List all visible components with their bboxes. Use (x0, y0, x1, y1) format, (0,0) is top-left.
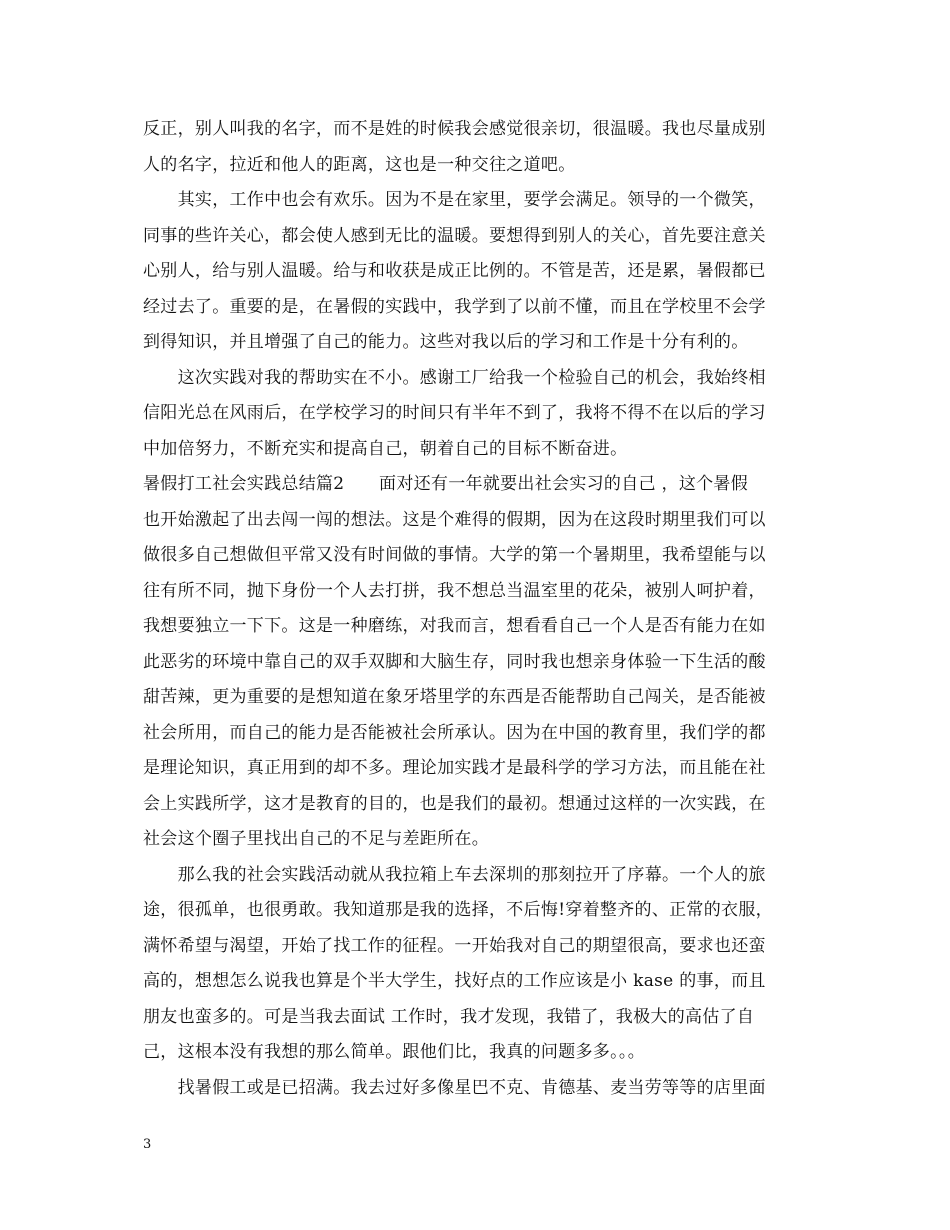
body-text (143, 112, 815, 1106)
text-line: 己，这根本没有我想的那么简单。跟他们比，我真的问题多多。。。 (143, 1042, 645, 1062)
text-line: 经过去了。重要的是，在暑假的实践中，我学到了以前不懂，而且在学校里不会学 (143, 296, 766, 317)
text-line: 高的，想想怎么说我也算是个半大学生，找好点的工作应该是小 kase 的事，而且 (143, 971, 766, 991)
text-line: 也开始激起了出去闯一闯的想法。这是个难得的假期，因为在这段时期里我们可以 (143, 509, 766, 530)
text-line: 其实，工作中也会有欢乐。因为不是在家里，要学会满足。领导的一个微笑， (143, 190, 766, 210)
text-line: 社会这个圈子里找出自己的不足与差距所在。 (143, 829, 489, 849)
text-line: 朋友也蛮多的。可是当我去面试 工作时，我才发现，我错了，我极大的高估了自 (143, 1006, 755, 1027)
text-line: 往有所不同，抛下身份一个人去打拼，我不想总当温室里的花朵，被别人呵护着， (143, 580, 766, 601)
text-line: 同事的些许关心，都会使人感到无比的温暖。要想得到别人的关心，首先要注意关 (143, 225, 766, 246)
text-line: 信阳光总在风雨后，在学校学习的时间只有半年不到了，我将不得不在以后的学习 (143, 403, 766, 423)
text-line: 心别人，给与别人温暖。给与和收获是成正比例的。不管是苦，还是累，暑假都已 (143, 261, 766, 281)
text-line: 反正，别人叫我的名字，而不是姓的时候我会感觉很亲切，很温暖。我也尽量成别 (143, 119, 766, 139)
text-line: 甜苦辣，更为重要的是想知道在象牙塔里学的东西是否能帮助自己闯关，是否能被 (143, 687, 766, 707)
text-line: 途，很孤单，也很勇敢。我知道那是我的选择，不后悔!穿着整齐的、正常的衣服， (143, 900, 773, 920)
text-line: 我想要独立一下下。这是一种磨练，对我而言，想看看自己一个人是否有能力在如 (143, 616, 766, 636)
text-line: 此恶劣的环境中靠自己的双手双脚和大脑生存，同时我也想亲身体验一下生活的酸 (143, 651, 766, 672)
text-line: 会上实践所学，这才是教育的目的，也是我们的最初。想通过这样的一次实践，在 (143, 793, 766, 814)
text-line: 找暑假工或是已招满。我去过好多像星巴不克、肯德基、麦当劳等等的店里面 (143, 1077, 766, 1098)
section-heading-line: 暑假打工社会实践总结篇2 面对还有一年就要出社会实习的自己 ，这个暑假 (143, 474, 749, 494)
text-line: 满怀希望与渴望，开始了找工作的征程。一开始我对自己的期望很高，要求也还蛮 (143, 935, 766, 956)
text-line: 是理论知识，真正用到的却不多。理论加实践才是最科学的学习方法，而且能在社 (143, 758, 766, 778)
text-line: 这次实践对我的帮助实在不小。感谢工厂给我一个检验自己的机会，我始终相 (143, 367, 766, 388)
text-line: 人的名字，拉近和他人的距离，这也是一种交往之道吧。 (143, 154, 576, 175)
text-line: 社会所用，而自己的能力是否能被社会所承认。因为在中国的教育里，我们学的都 (143, 722, 766, 743)
page-number: 3 (143, 1137, 152, 1152)
text-line: 中加倍努力，不断充实和提高自己，朝着自己的目标不断奋进。 (143, 438, 628, 459)
text-line: 做很多自己想做但平常又没有时间做的事情。大学的第一个暑期里，我希望能与以 (143, 545, 766, 565)
text-line: 到得知识，并且增强了自己的能力。这些对我以后的学习和工作是十分有利的。 (143, 332, 749, 352)
text-line: 那么我的社会实践活动就从我拉箱上车去深圳的那刻拉开了序幕。一个人的旅 (143, 864, 766, 885)
